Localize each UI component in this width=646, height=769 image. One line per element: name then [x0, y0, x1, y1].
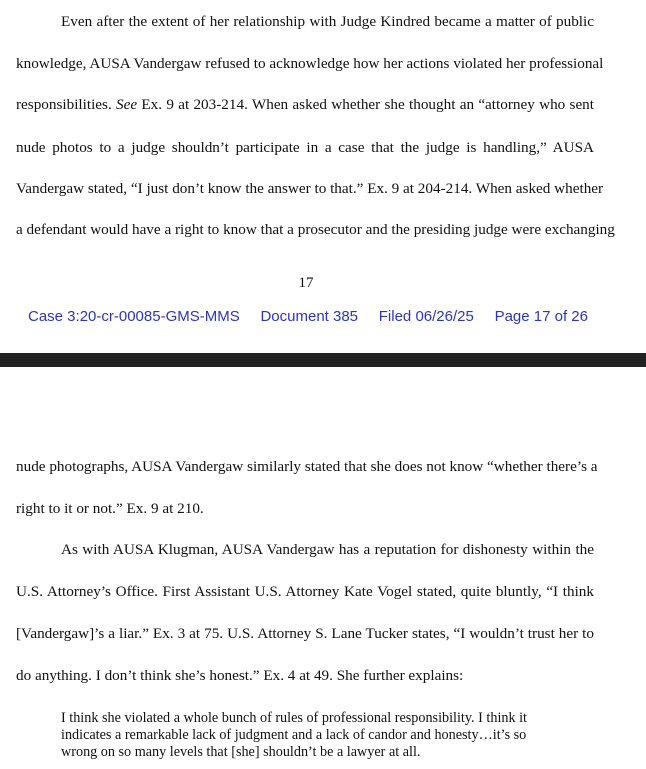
paragraph-line: nude photographs, AUSA Vandergaw similarly stated that she does not know “whether there’s a: [16, 458, 598, 475]
paragraph-line: As with AUSA Klugman, AUSA Vandergaw has a reputation for dishonesty within the: [61, 541, 594, 558]
citation-signal: See: [116, 96, 138, 113]
document-number: Document 385: [260, 308, 359, 325]
text-span: Ex. 9 at 203-214. When asked whether she thought an “attorney who sent: [137, 96, 594, 113]
paragraph-line: a defendant would have a right to know that a prosecutor and the presiding judge were exchanging: [16, 221, 615, 238]
page-number: 17: [298, 275, 314, 291]
block-quote: [61, 710, 561, 761]
block-quote-line: indicates a remarkable lack of judgment and a lack of candor and honesty…it’s so: [61, 727, 527, 743]
filed-date: Filed 06/26/25: [378, 308, 474, 325]
paragraph-line: knowledge, AUSA Vandergaw refused to acknowledge how her actions violated her professional: [16, 55, 604, 72]
page-divider: [0, 353, 646, 367]
paragraph-line: Vandergaw stated, “I just don’t know the answer to that.” Ex. 9 at 204-214. When asked whether: [16, 180, 604, 197]
text-span: responsibilities.: [16, 96, 117, 113]
page-count: Page 17 of 26: [494, 308, 588, 325]
paragraph-line: [16, 96, 594, 114]
paragraph-line: right to it or not.” Ex. 9 at 210.: [16, 500, 204, 517]
paragraph-line: U.S. Attorney’s Office. First Assistant U.S. Attorney Kate Vogel stated, quite bluntly, “I think: [16, 583, 594, 600]
paragraph-line: nude photos to a judge shouldn’t participate in a case that the judge is handling,” AUSA: [16, 139, 594, 156]
ecf-footer: [28, 308, 588, 325]
case-number: Case 3:20-cr-00085-GMS-MMS: [28, 308, 240, 325]
block-quote-line: wrong on so many levels that [she] shouldn’t be a lawyer at all.: [61, 744, 421, 760]
paragraph-line: [Vandergaw]’s a liar.” Ex. 3 at 75. U.S. Attorney S. Lane Tucker states, “I wouldn’t trust her to: [16, 625, 594, 642]
block-quote-line: I think she violated a whole bunch of rules of professional responsibility. I think it: [61, 710, 527, 726]
paragraph-line: do anything. I don’t think she’s honest.” Ex. 4 at 49. She further explains:: [16, 667, 464, 684]
paragraph-line: Even after the extent of her relationship with Judge Kindred became a matter of public: [61, 13, 594, 30]
